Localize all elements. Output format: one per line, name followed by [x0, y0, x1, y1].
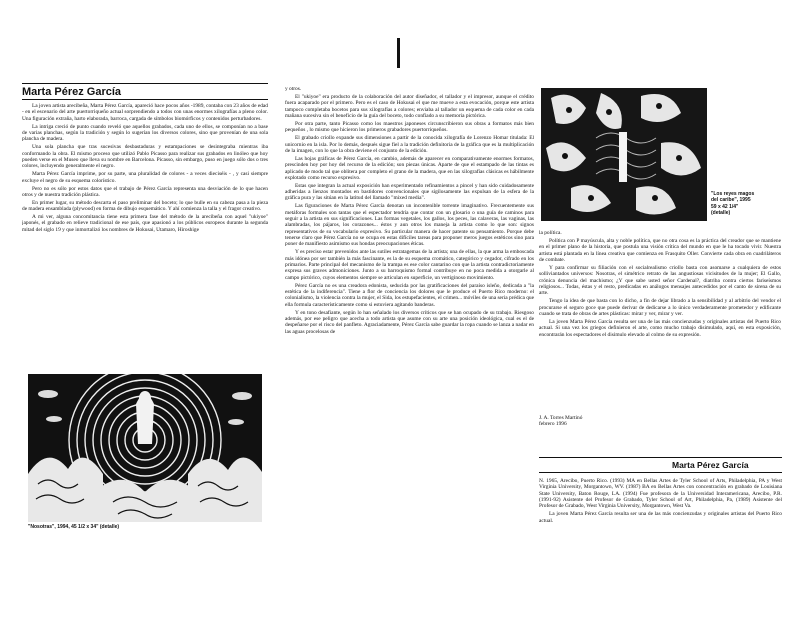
caption-line: "Los reyes magos	[711, 191, 755, 197]
article-column-3	[539, 230, 781, 415]
paragraph: La joven Marta Pérez García resulta ser una de las más concienzudas y originales artistas del Puerto Rico actual. Si una vez los griegos definieron el arte, como mucho trabajo disimulado, aquí, en esta exposición, encontrarán los espectadores el disimulo elevado al colmo de su expresión.	[539, 318, 781, 338]
paragraph: Pero no es sólo por estos datos que el trabajo de Pérez García representa una desviación de lo que hacen otros y de nuestra tradición plástica.	[22, 185, 268, 198]
paragraph: Y en tono desafiante, según lo han señalado los diversos críticos que se han ocupado de su trabajo. Riesgoso además, por ese peligro que acecha a todo artista que asume con su arte una posición ideológica, cual es el de despeñarse por el risco del panfleto. Agraciadamente, Pérez García sabe guardar la ropa cuando se lanza a nadar en las aguas procelosas de	[285, 309, 534, 335]
paragraph: Y para confirmar su filiación con el socialrealismo criollo basta con asomarse a cualquiera de estos solliviantados universos: Nosotras, el simétrico retrato de las angustiosas vicisitudes de la mujer; El Gallo, crónica denuncia del machismo; ¿Y que sabe usted señor Cardenal?, diatriba contra ciertos fariseísmos religiosos... Todas, éstas y el resto, predicadas en análogos mensajes antecedidos por el canto de sirena de su arte.	[539, 264, 781, 297]
caption-line: del caribe", 1995	[711, 197, 751, 204]
paragraph: la política.	[539, 230, 562, 236]
artwork-left-caption: "Nosotras", 1994, 45 1/2 x 34" (detalle)	[28, 524, 120, 530]
artwork-right-caption	[711, 191, 754, 217]
paragraph: Estas que integran la actual exposición han experimentado refinamientos a pincel y han sido cuidadosamente adheridas a lienzos montados en bastidores convencionales que sigilosamente las expulsan de la esfera de la gráfica pura y las sitúan en la latitud del llamado "mixed media".	[285, 182, 534, 202]
article-column-2	[285, 86, 534, 608]
paragraph: Las figuraciones de Marta Pérez García denotan un incontenible torrente imaginativo. Frecuentemente sus metáforas formales son tantas que el espectador tendría que contar con un glosario o una guía de caminos para seguir a la artista en sus significaciones. Las formas vegetales, los gallos, los peces, las calaveras, las vaginas, las alambradas, los pájaros, los corazones... éstos y aun otros los maneja la artista como lo que son: signos representativos de su vocabulario expresivo. Su particular manera de hacer patente su pensamiento. Porque debe tenerse claro que Pérez García no se ocupa en estas difíciles tareas para proponer meros juegos estéticos sino para poner de manifiesto asimismo sus hondas preocupaciones éticas.	[285, 203, 534, 248]
center-fold-mark	[397, 38, 400, 68]
paragraph: Una sola plancha que tras sucesivas desbastaduras y estampaciones se desintegraba mientras iba conformando la obra. El mismo proceso que utilizó Pablo Picasso para realizar sus grabados en linóleo que hoy pueden verse en el Museo que lleva su nombre en Barcelona. Picasso, sin embargo, puso en juego sólo dos o tres colores, incluyendo generalmente el negro.	[22, 144, 268, 170]
paragraph: N. 1965, Arecibo, Puerto Rico. (1993) MA en Bellas Artes de Tyler School of Arts, Philadelphia, PA y West Virginia University, Morgantown, WV. (1987) BA en Bellas Artes con concentración en grabado de Louisiana State University, Baton Rouge, LA. (1994) Fue profesora de la Universidad Interamericana, Arecibo, P.R. (1991-92) Asistente del Profesor de Grabado, Tyler School of Art, Philadelphia, Pa, (1989) Asistente del Profesor de Grabado, West Virginia University, Morgantown, West Va.	[539, 478, 782, 510]
artwork-nosotras-image	[28, 374, 262, 522]
paragraph: Y es preciso estar prevenidos ante las sutiles estratagemas de la artista; una de ellas, la que arma la emboscada más idónea por ser también la más fascinante, es la de su esquema cromático, categórico y cegador, cifrado en los primarios. Parte principal del mecanismo de la trampa es ese color cantarino con que la artista contradictoriamente expresa sus graves admoniciones. Junto a su barroquismo formal contribuye en no poca medida a otorgarle al campo pictórico, cuyos elementos siempre se articulan en superficie, un vertiginoso movimiento.	[285, 249, 534, 281]
author-name: J. A. Torres Martinó	[539, 415, 583, 421]
paragraph: La intriga creció de punto cuando reveló que aquellos grabados, cada uno de ellos, se componían no a base de varias planchas, según la tradición y según lo sugerían los diversos colores, sino que provenían de una sola plancha de madera.	[22, 123, 268, 143]
artist-biography	[539, 478, 782, 526]
paragraph: En primer lugar, su método descarta el paso preliminar del boceto; lo que bulle en su cabeza pasa a la pieza de madera ensamblada (plywood) en forma de dibujo esquemático. Y ahí comienza la talla y el fragor creativo.	[22, 199, 268, 213]
artwork-reyes-magos-image	[541, 88, 707, 221]
paragraph: La joven Marta Pérez García resulta ser una de las más concienzudas y originales artistas del Puerto Rico actual.	[539, 511, 782, 524]
right-header-rule-top	[539, 457, 782, 458]
paragraph: Pérez García no es una creadora edonista, seducida por las gratificaciones del paraíso isleño, dedicada a "la estética de la indiferencia". Tiene a flor de conciencia los dolores que le produce el Puerto Rico moderno: el colonialismo, la violencia contra la mujer, el Sida, los estupefacientes, el crimen... móviles de una seria prédica que ella formula característicamente como si estuviera agitando banderas.	[285, 282, 534, 308]
caption-line: 59 x 42 1/4"	[711, 203, 739, 210]
signature-date: febrero 1996	[539, 421, 567, 428]
page-title-left: Marta Pérez García	[22, 86, 122, 98]
paragraph: Política con P mayúscula, alta y noble política, que no otra cosa es la práctica del creador que se mantiene en el primer plano de la historia, que postula una visión crítica del mundo en que le ha tocado vivir. Nuestra artista está plantada en la línea creativa que comienza en Frasquito Oller. Convierte cada obra en cuadriláteros de combate.	[539, 237, 781, 263]
paragraph: A mi ver, alguna concomitancia tiene esta primera fase del método de la arecibeña con aquel "ukiyoe" japonés, el grabado en relieve tradicional de ese país, que apasionó a los públicos europeos durante la segunda mitad del siglo 19 y que inmortalizó los nombres de Hokusai, Utamaro, Hiroshige	[22, 214, 268, 233]
paragraph: Marta Pérez García imprime, por su parte, una pluralidad de colores - a veces dieciséis - , y casi siempre excluye el negro de su esquema colorístico.	[22, 171, 268, 184]
author-signature	[539, 415, 582, 428]
paragraph: El "ukiyoe" era producto de la colaboración del autor diseñador, el tallador y el impresor, aunque el crédito fuera acaparado por el primero. Pero es el caso de Hokusai el que me mueve a esta evocación, porque este artista tampoco completaba bocetos para sus xilografías a colores; enviaba al tallador un esquema de cada color en cada mañana sucesiva sin el beneficio de la guía del boceto, todo confiado a su memoria pictórica.	[285, 93, 534, 119]
paragraph: Tengo la idea de que basta con lo dicho, a fin de dejar librado a la sensibilidad y al arbitrio del vendor el procurarse el seguro goce que puede derivar de dedicarse a lo único verdaderamente prometedor y edificante cuando se trata de obras de artes plásticas: mirar y ver, mirar y ver.	[539, 298, 781, 317]
caption-line: (detalle)	[711, 210, 731, 217]
right-header-rule-bottom	[539, 472, 782, 473]
paragraph: Por otra parte, tanto Picasso como los maestros japoneses circunscribieron sus obras a formatos más bien pequeños , lo mismo que hicieron los primeros grabadores puertorriqueños.	[285, 120, 534, 134]
paragraph: La joven artista arecibeña, Marta Pérez García, apareció hace pocos años -1989, contaba con 23 años de edad - en el escenario del arte puertorriqueño actual sorprendiendo a todos con unas enormes xilografías a pleno color. Una figuración extraña, harto elaborada, barroca, cargada de símbolos biomórficos y contenidos perturbadores.	[22, 103, 268, 122]
paragraph: Las hojas gráficas de Pérez García, en cambio, además de aparecer en comparativamente enormes formatos, prescinden hoy por hoy del recurso de la edición; son piezas únicas. Aparte de que el estampado de las tintas es aplicado de modo tal que oblitera por completo el grano de la madera, que en las xilografías clásicas es hábilmente explotado como recurso expresivo.	[285, 155, 534, 181]
paragraph: y otros.	[285, 86, 302, 92]
paragraph: El grabado criollo expande sus dimensiones a partir de la conocida xilografía de Lorenzo Homar titulada: El unicornio en la isla. Por lo demás, después sigue fiel a la tradición definitoria de la gráfica que es la multiplicación de la imagen, con lo que la obra deviene el conjunto de la edición.	[285, 135, 534, 154]
left-header-rule-bottom	[22, 99, 268, 100]
left-header-rule-top	[22, 83, 268, 84]
page-title-right: Marta Pérez García	[672, 460, 749, 470]
